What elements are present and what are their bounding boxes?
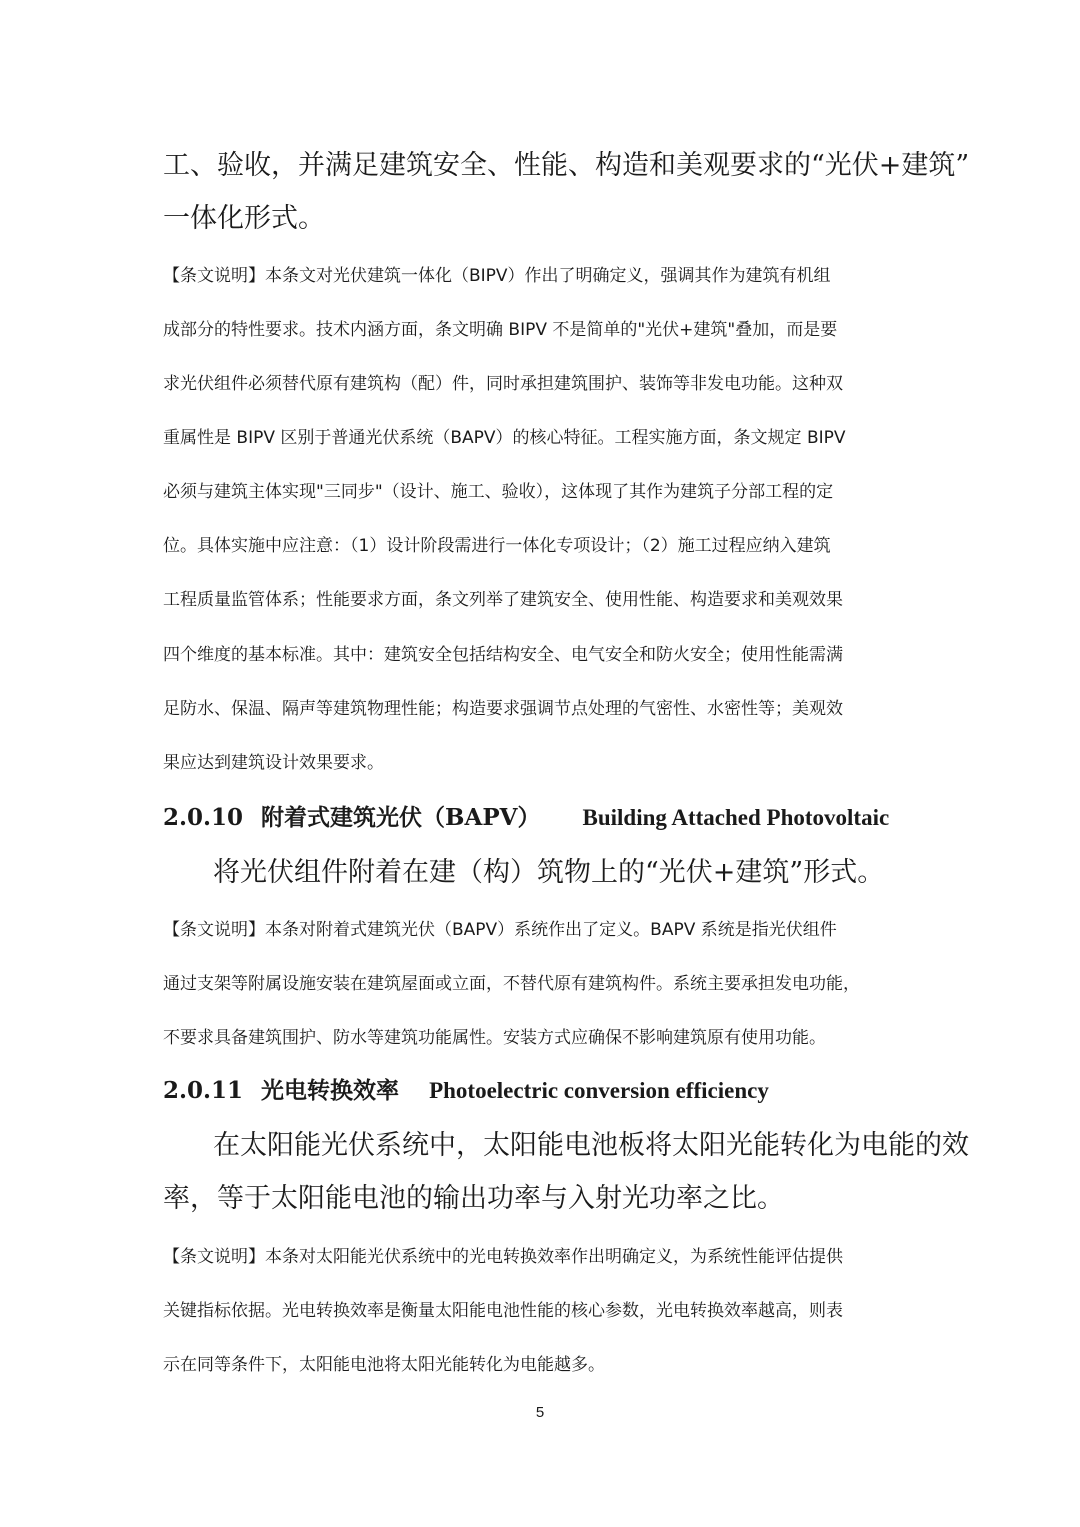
note-text-line: 【条文说明】本条文对光伏建筑一体化（BIPV）作出了明确定义，强调其作为建筑有机组: [163, 266, 831, 286]
section-heading-2-0-10: [163, 803, 923, 833]
body-text-line: 一体化形式。: [163, 203, 325, 234]
note-text-line: 四个维度的基本标准。其中：建筑安全包括结构安全、电气安全和防火安全；使用性能需满: [163, 645, 843, 665]
section-title-cn: 光电转换效率: [261, 1077, 400, 1104]
definition-text-line: 在太阳能光伏系统中，太阳能电池板将太阳光能转化为电能的效: [213, 1130, 969, 1161]
page-number: 5: [535, 1404, 545, 1421]
note-text-line: 【条文说明】本条对附着式建筑光伏（BAPV）系统作出了定义。BAPV 系统是指光伏组件: [163, 920, 837, 940]
note-text-line: 重属性是 BIPV 区别于普通光伏系统（BAPV）的核心特征。工程实施方面，条文规定 BIPV: [163, 428, 846, 448]
note-text-line: 求光伏组件必须替代原有建筑构（配）件，同时承担建筑围护、装饰等非发电功能。这种双: [163, 374, 843, 394]
note-text-line: 示在同等条件下，太阳能电池将太阳光能转化为电能越多。: [163, 1355, 605, 1375]
note-text-line: 【条文说明】本条对太阳能光伏系统中的光电转换效率作出明确定义，为系统性能评估提供: [163, 1247, 843, 1267]
definition-text-line: 率，等于太阳能电池的输出功率与入射光功率之比。: [163, 1183, 784, 1214]
section-number: 2.0.10: [163, 804, 244, 831]
note-text-line: 不要求具备建筑围护、防水等建筑功能属性。安装方式应确保不影响建筑原有使用功能。: [163, 1028, 826, 1048]
definition-text-line: 将光伏组件附着在建（构）筑物上的“光伏+建筑”形式。: [213, 857, 885, 888]
note-text-line: 位。具体实施中应注意：（1）设计阶段需进行一体化专项设计；（2）施工过程应纳入建筑: [163, 536, 831, 556]
note-text-line: 通过支架等附属设施安装在建筑屋面或立面，不替代原有建筑构件。系统主要承担发电功能，: [163, 974, 860, 994]
note-text-line: 必须与建筑主体实现"三同步"（设计、施工、验收），这体现了其作为建筑子分部工程的定: [163, 482, 834, 502]
note-text-line: 工程质量监管体系；性能要求方面，条文列举了建筑安全、使用性能、构造要求和美观效果: [163, 590, 843, 610]
note-text-line: 成部分的特性要求。技术内涵方面，条文明确 BIPV 不是简单的"光伏+建筑"叠加，而是要: [163, 320, 838, 340]
section-title-en: Photoelectric conversion efficiency: [429, 1078, 769, 1103]
section-title-en: Building Attached Photovoltaic: [582, 805, 890, 830]
note-text-line: 关键指标依据。光电转换效率是衡量太阳能电池性能的核心参数，光电转换效率越高，则表: [163, 1301, 843, 1321]
note-text-line: 足防水、保温、隔声等建筑物理性能；构造要求强调节点处理的气密性、水密性等；美观效: [163, 699, 843, 719]
body-text-line: 工、验收，并满足建筑安全、性能、构造和美观要求的“光伏+建筑”: [163, 150, 970, 181]
section-number: 2.0.11: [163, 1077, 244, 1104]
note-text-line: 果应达到建筑设计效果要求。: [163, 753, 384, 773]
section-title-cn: 附着式建筑光伏（BAPV）: [261, 804, 541, 831]
section-heading-2-0-11: [163, 1076, 923, 1106]
